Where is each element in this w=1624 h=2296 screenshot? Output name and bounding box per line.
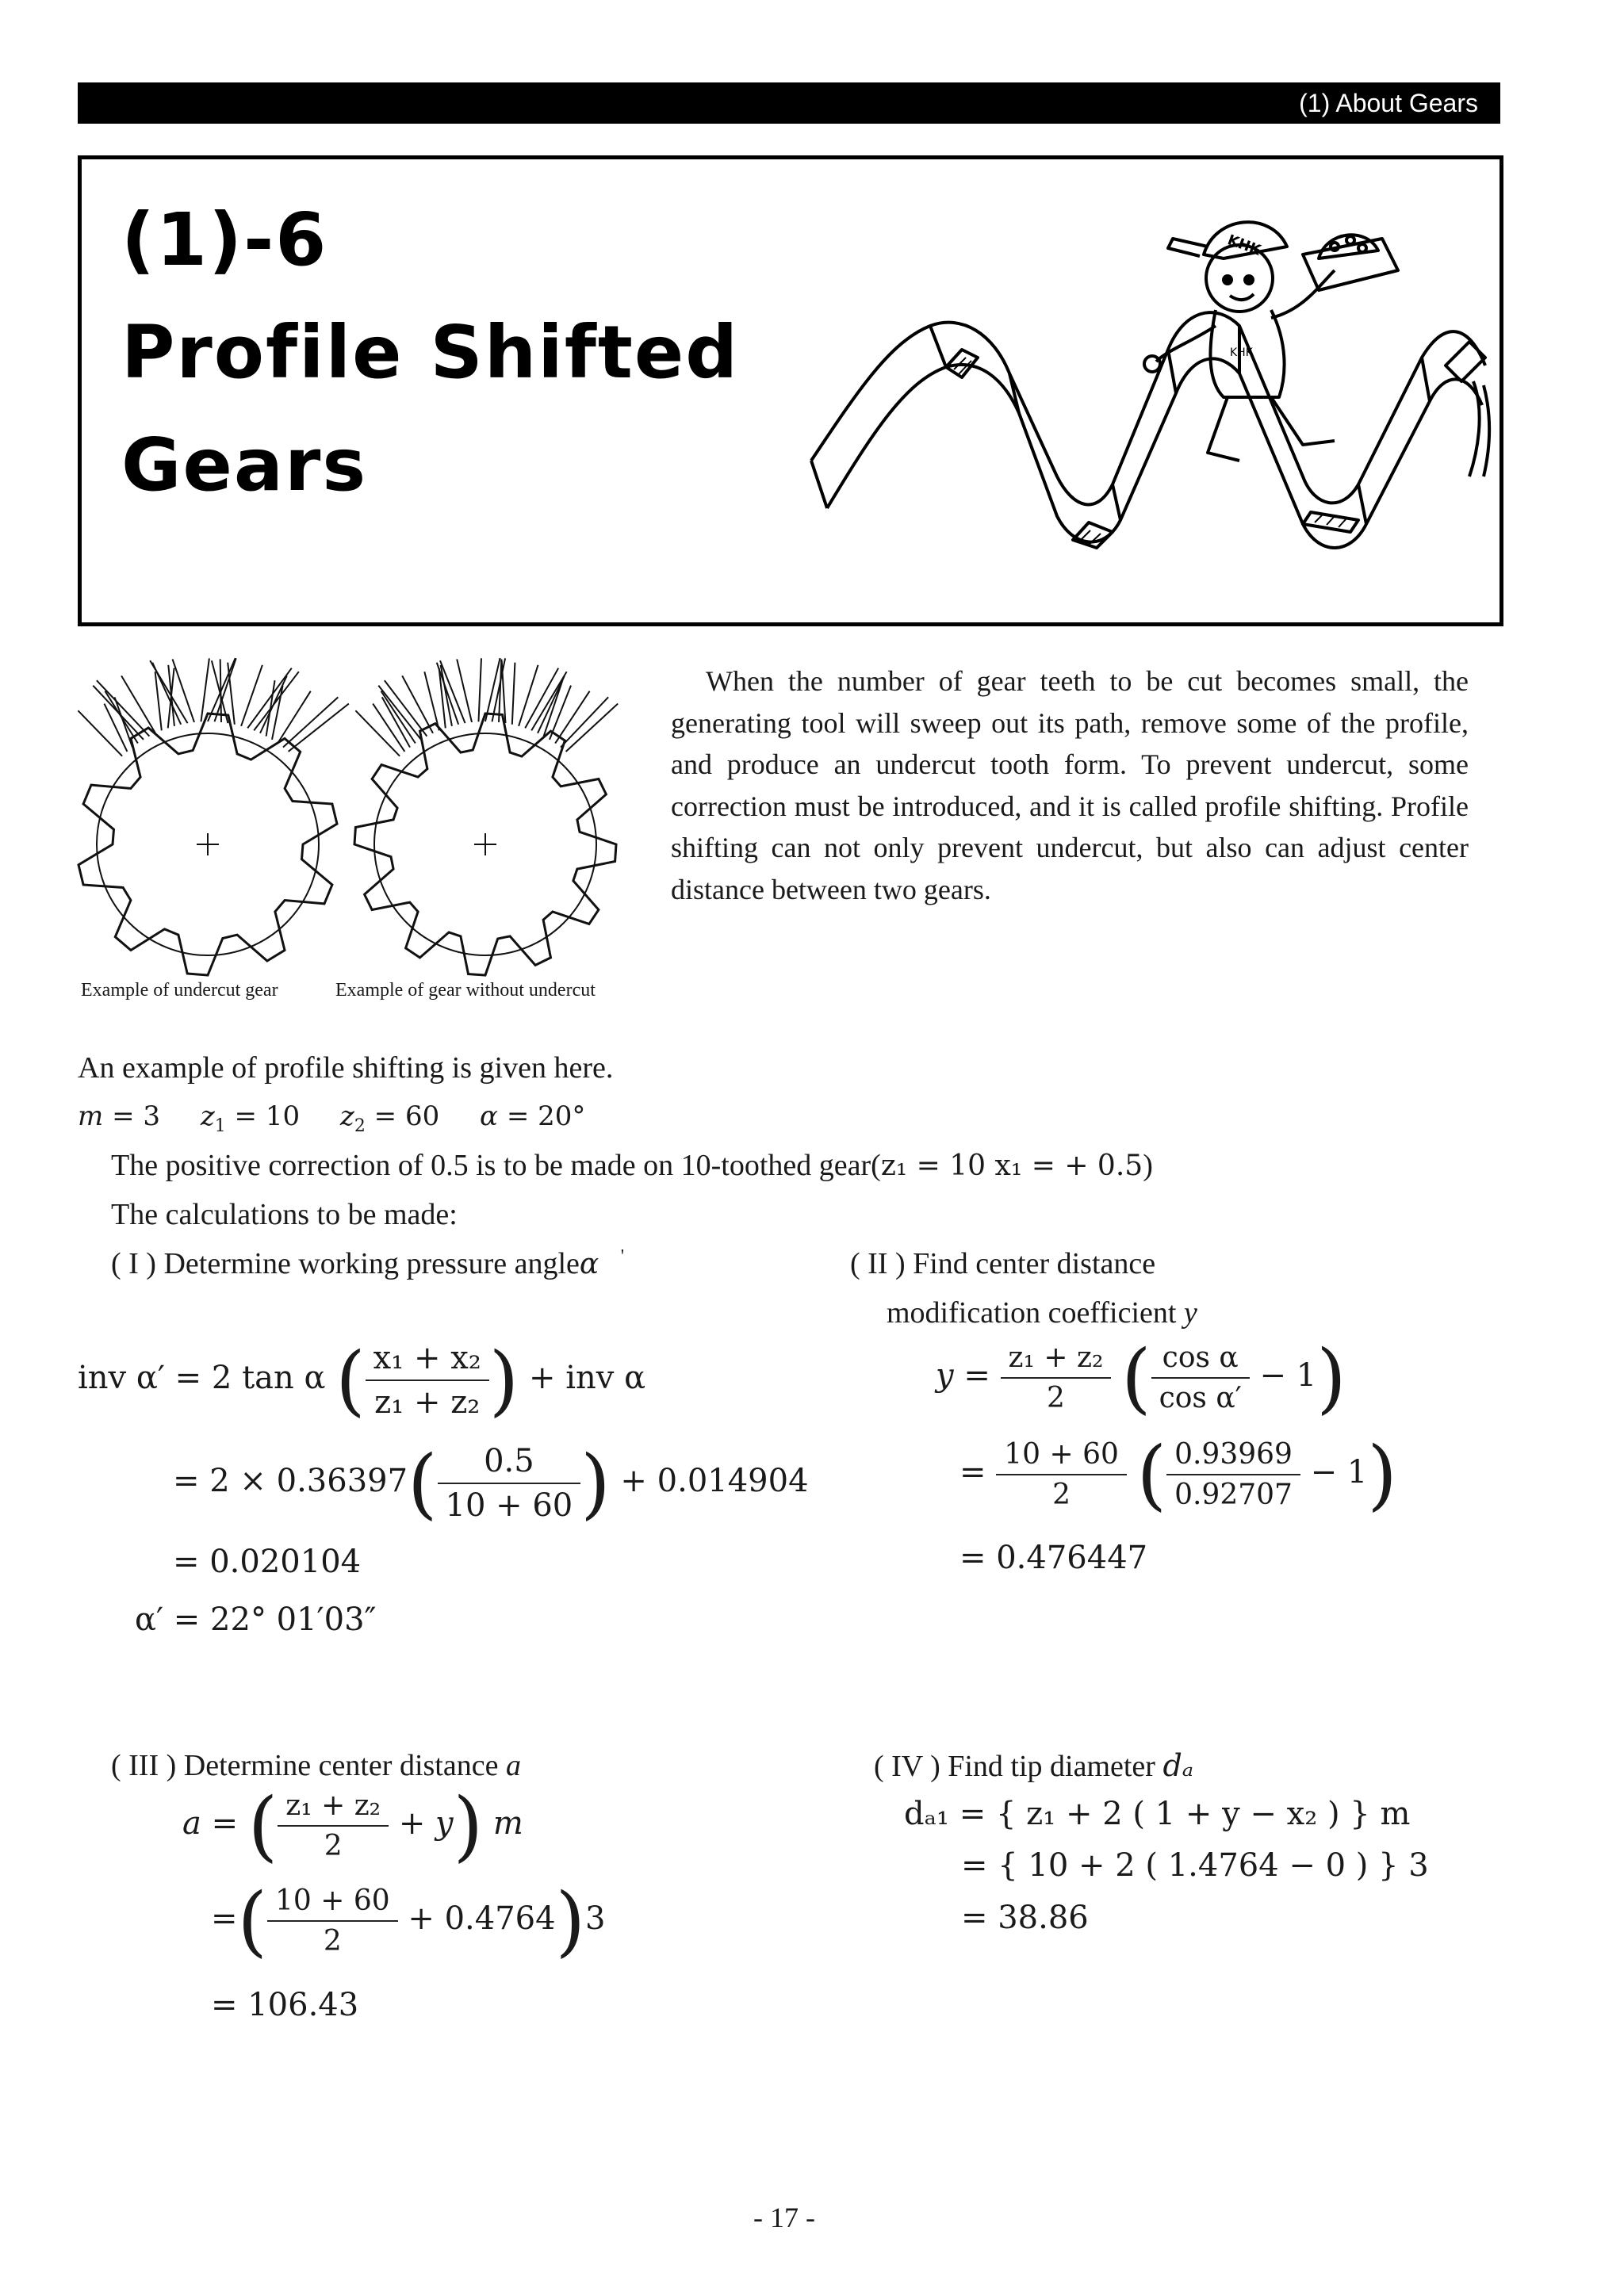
s3-eq2-denominator: 2 bbox=[323, 1925, 342, 1957]
s2-eq2-tail: − 1 bbox=[1310, 1454, 1368, 1490]
s2-eq1-tail: − 1 bbox=[1259, 1357, 1317, 1394]
section-3-eq3: = 106.43 bbox=[211, 1987, 359, 2023]
eq1-lhs: inv α′ = 2 tan α bbox=[78, 1360, 326, 1396]
s3-eq2-lhs: = bbox=[211, 1900, 238, 1937]
section-3-heading-text: ( III ) Determine center distance bbox=[111, 1749, 506, 1782]
section-header-bar bbox=[78, 82, 1500, 124]
s3-eq1-numerator: z₁ + z₂ bbox=[278, 1789, 389, 1827]
param-z1-value: = 10 bbox=[234, 1100, 301, 1132]
param-alpha: α bbox=[480, 1100, 498, 1132]
title-box bbox=[78, 155, 1503, 626]
section-number: (1)-6 bbox=[121, 197, 328, 282]
section-2-heading-2-text: modification coefficient bbox=[887, 1296, 1184, 1330]
section-4-heading-symbol: dₐ bbox=[1162, 1748, 1194, 1783]
s2-eq2-paren-denominator: 0.92707 bbox=[1174, 1479, 1293, 1511]
section-4-heading bbox=[874, 1748, 1193, 1784]
s3-eq1-mid: + y bbox=[398, 1805, 454, 1842]
param-z2-subscript: 2 bbox=[354, 1115, 366, 1136]
eq2-denominator: 10 + 60 bbox=[445, 1487, 573, 1524]
s3-eq1-denominator: 2 bbox=[324, 1830, 343, 1862]
s2-eq1-lhs: y = bbox=[936, 1357, 990, 1394]
param-z1-subscript: 1 bbox=[214, 1115, 226, 1136]
correction-line bbox=[111, 1148, 1153, 1183]
section-2-heading-2 bbox=[887, 1295, 1197, 1330]
s2-eq2-paren-numerator: 0.93969 bbox=[1166, 1438, 1300, 1475]
section-1-heading bbox=[111, 1246, 624, 1281]
eq1-numerator: x₁ + x₂ bbox=[366, 1340, 489, 1381]
undercut-gear-center-mark bbox=[197, 833, 219, 855]
page-number: - 17 - bbox=[753, 2202, 815, 2233]
param-m-value: = 3 bbox=[112, 1100, 160, 1132]
section-2-eq3: = 0.476447 bbox=[959, 1540, 1148, 1576]
section-2-eq1: y = $\frac{\text{z₁ + z₂}}{2}$ ( $\frac{\text{cos α}}{\text{cos α′}}$ − 1) bbox=[936, 1334, 1346, 1422]
section-3-eq1: a = ( $\frac{\text{z₁ + z₂}}{2}$ + y) m bbox=[182, 1781, 523, 1870]
s2-eq1-paren-numerator: cos α bbox=[1151, 1341, 1250, 1379]
s3-eq1-tail: m bbox=[492, 1805, 523, 1842]
section-2-heading: ( II ) Find center distance bbox=[850, 1247, 1156, 1280]
parameter-line bbox=[78, 1100, 585, 1136]
s2-eq1-paren-denominator: cos α′ bbox=[1159, 1382, 1242, 1414]
eq2-rhs: + 0.014904 bbox=[620, 1463, 809, 1499]
correction-math: z₁ = 10 x₁ = + 0.5 bbox=[880, 1150, 1143, 1182]
correction-close: ) bbox=[1143, 1149, 1153, 1182]
section-2-eq2: = $\frac{10 + 60}{2}$ ( $\frac{0.93969}{0.92707}$ − 1) bbox=[959, 1430, 1397, 1519]
section-1-eq1: inv α′ = 2 tan α ( $\frac{\text{x₁ + x₂}}{\text{z₁ + z₂}}$ ) + inv α bbox=[78, 1336, 646, 1425]
s3-eq2-mid: + 0.4764 bbox=[408, 1900, 556, 1937]
section-3-heading-symbol: a bbox=[505, 1749, 521, 1782]
s2-eq1-denominator: 2 bbox=[1047, 1382, 1065, 1414]
title-line-2: Gears bbox=[121, 423, 368, 507]
section-4-heading-text: ( IV ) Find tip diameter bbox=[874, 1750, 1163, 1783]
s3-eq2-tail: 3 bbox=[585, 1900, 606, 1937]
cartoon-illustration bbox=[795, 191, 1493, 611]
section-label: (1) About Gears bbox=[1299, 89, 1478, 117]
section-3-heading bbox=[111, 1748, 521, 1783]
section-1-heading-text: ( I ) Determine working pressure angle bbox=[111, 1247, 580, 1280]
correction-text: The positive correction of 0.5 is to be made on 10-toothed gear( bbox=[111, 1149, 881, 1182]
shirt-logo-text: KHK bbox=[1230, 346, 1253, 359]
s2-eq1-numerator: z₁ + z₂ bbox=[1001, 1341, 1112, 1379]
param-z2-value: = 60 bbox=[373, 1100, 440, 1132]
section-4-eq3: = 38.86 bbox=[961, 1900, 1089, 1936]
s3-eq2-numerator: 10 + 60 bbox=[267, 1885, 398, 1922]
eq2-lhs: = 2 × 0.36397 bbox=[173, 1463, 408, 1499]
section-2-heading-2-symbol: y bbox=[1183, 1296, 1197, 1330]
s2-eq2-denominator: 2 bbox=[1052, 1479, 1071, 1511]
section-1-eq4: α′ = 22° 01′03″ bbox=[135, 1601, 377, 1638]
section-4-eq1: dₐ₁ = { z₁ + 2 ( 1 + y − x₂ ) } m bbox=[904, 1796, 1411, 1832]
eq2-numerator: 0.5 bbox=[438, 1443, 581, 1484]
caption-gear-without-undercut: Example of gear without undercut bbox=[335, 980, 596, 1001]
s2-eq2-lhs: = bbox=[959, 1454, 986, 1490]
section-4-eq2: = { 10 + 2 ( 1.4764 − 0 ) } 3 bbox=[961, 1847, 1429, 1884]
section-1-eq2: = 2 × 0.36397( $\frac{0.5}{10 + 60}$ ) + 0.014904 bbox=[173, 1439, 809, 1528]
eq1-denominator: z₁ + z₂ bbox=[374, 1384, 481, 1421]
section-1-heading-prime: ' bbox=[620, 1246, 625, 1267]
calc-heading: The calculations to be made: bbox=[111, 1198, 458, 1231]
intro-paragraph: When the number of gear teeth to be cut becomes small, the generating tool will sweep out its path, remove some of the profile, and produce an undercut tooth form. To prevent undercut, some correction must be introduced, and it is called profile shifting. Profile shifting can not only prevent undercut, but also can adjust center distance between two gears. bbox=[671, 665, 1469, 905]
section-1-eq3: = 0.020104 bbox=[173, 1544, 362, 1580]
s2-eq2-numerator: 10 + 60 bbox=[996, 1438, 1127, 1475]
title-line-1: Profile Shifted bbox=[121, 310, 740, 395]
caption-undercut-gear: Example of undercut gear bbox=[81, 980, 278, 1001]
section-1-heading-symbol: α bbox=[579, 1248, 599, 1280]
section-3-eq2: =( $\frac{10 + 60}{2}$ + 0.4764)3 bbox=[211, 1877, 606, 1965]
cap-logo-text: KHK bbox=[1225, 232, 1263, 259]
s3-eq1-lhs: a = bbox=[182, 1805, 239, 1842]
standard-gear-center-mark bbox=[474, 833, 496, 855]
eq1-rhs: + inv α bbox=[528, 1360, 646, 1396]
param-m: m bbox=[78, 1100, 104, 1132]
param-alpha-value: = 20° bbox=[506, 1100, 586, 1132]
gear-figures bbox=[73, 658, 644, 1007]
param-z2: z bbox=[339, 1100, 354, 1132]
param-z1: z bbox=[200, 1100, 215, 1132]
example-heading: An example of profile shifting is given here. bbox=[78, 1051, 614, 1085]
